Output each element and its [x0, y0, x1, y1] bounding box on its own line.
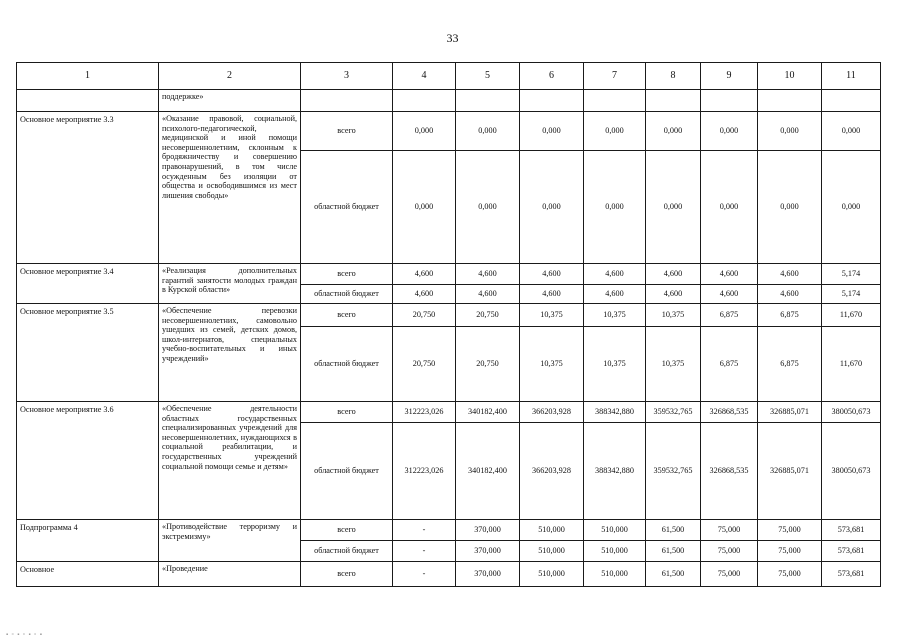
amount-cell: 370,000 [456, 562, 520, 587]
column-header: 6 [520, 63, 584, 90]
empty-cell [701, 90, 758, 112]
amount-cell: 10,375 [646, 327, 701, 402]
amount-cell: - [393, 562, 456, 587]
amount-cell: 573,681 [822, 541, 881, 562]
amount-cell: 0,000 [456, 151, 520, 264]
amount-cell: 4,600 [393, 264, 456, 285]
amount-cell: 75,000 [701, 541, 758, 562]
amount-cell: 0,000 [758, 112, 822, 151]
amount-cell: 0,000 [822, 151, 881, 264]
amount-cell: 380050,673 [822, 402, 881, 423]
funding-source: всего [301, 402, 393, 423]
funding-source: всего [301, 304, 393, 327]
measure-description: «Обеспечение деятельности областных государственных специализированных учреждений для несовершеннолетних, нуждающихся в социальной реабилитации, и государственных учреждений социальной помощи семье и детям» [159, 402, 301, 520]
measure-description: «Оказание правовой, социальной, психолого-педагогической, медицинской и иной помощи несовершеннолетним, склонным к бродяжничеству и совершению правонарушений, в том числе осужденным без изоляции от общества и освободившимся из мест лишения свободы» [159, 112, 301, 264]
amount-cell: 0,000 [701, 151, 758, 264]
amount-cell: 10,375 [584, 304, 646, 327]
amount-cell: 61,500 [646, 562, 701, 587]
column-header: 9 [701, 63, 758, 90]
empty-cell [822, 90, 881, 112]
amount-cell: 326868,535 [701, 423, 758, 520]
funding-source: областной бюджет [301, 151, 393, 264]
amount-cell: 4,600 [701, 285, 758, 304]
amount-cell: 0,000 [646, 112, 701, 151]
amount-cell: 4,600 [701, 264, 758, 285]
amount-cell: 10,375 [584, 327, 646, 402]
table-row [17, 264, 881, 285]
amount-cell: 366203,928 [520, 402, 584, 423]
amount-cell: 370,000 [456, 520, 520, 541]
amount-cell: 510,000 [584, 541, 646, 562]
scan-artifact: ▪ ▫ ▪ ▫ ▪ ▫ ▪ [6, 632, 43, 638]
funding-source: областной бюджет [301, 423, 393, 520]
amount-cell: 4,600 [520, 264, 584, 285]
measure-description: «Проведение [159, 562, 301, 587]
amount-cell: 0,000 [822, 112, 881, 151]
amount-cell: 359532,765 [646, 402, 701, 423]
amount-cell: 370,000 [456, 541, 520, 562]
amount-cell: 4,600 [584, 264, 646, 285]
amount-cell: 11,670 [822, 304, 881, 327]
amount-cell: 6,875 [701, 304, 758, 327]
amount-cell: - [393, 520, 456, 541]
amount-cell: 326885,071 [758, 423, 822, 520]
amount-cell: 4,600 [456, 285, 520, 304]
table-row [17, 304, 881, 327]
amount-cell: 6,875 [758, 304, 822, 327]
column-header: 7 [584, 63, 646, 90]
column-header: 5 [456, 63, 520, 90]
amount-cell: 4,600 [758, 285, 822, 304]
amount-cell: 0,000 [520, 151, 584, 264]
amount-cell: 5,174 [822, 264, 881, 285]
amount-cell: 10,375 [520, 327, 584, 402]
table-row [17, 402, 881, 423]
empty-cell [646, 90, 701, 112]
amount-cell: 0,000 [393, 112, 456, 151]
table-row [17, 112, 881, 151]
column-header: 8 [646, 63, 701, 90]
empty-cell [584, 90, 646, 112]
amount-cell: 510,000 [520, 562, 584, 587]
amount-cell: 0,000 [758, 151, 822, 264]
amount-cell: 75,000 [758, 520, 822, 541]
amount-cell: 0,000 [456, 112, 520, 151]
amount-cell: 510,000 [520, 541, 584, 562]
amount-cell: 366203,928 [520, 423, 584, 520]
amount-cell: 0,000 [646, 151, 701, 264]
amount-cell: 388342,880 [584, 423, 646, 520]
amount-cell: 0,000 [393, 151, 456, 264]
column-header: 10 [758, 63, 822, 90]
measure-name: Основное мероприятие 3.4 [17, 264, 159, 304]
amount-cell: 0,000 [584, 112, 646, 151]
amount-cell: 388342,880 [584, 402, 646, 423]
amount-cell: 4,600 [584, 285, 646, 304]
amount-cell: 75,000 [701, 562, 758, 587]
amount-cell: 359532,765 [646, 423, 701, 520]
funding-source: всего [301, 112, 393, 151]
funding-source: областной бюджет [301, 327, 393, 402]
amount-cell: - [393, 541, 456, 562]
amount-cell: 4,600 [456, 264, 520, 285]
amount-cell: 20,750 [393, 327, 456, 402]
amount-cell: 4,600 [393, 285, 456, 304]
measure-name: Основное мероприятие 3.6 [17, 402, 159, 520]
continuation-row [17, 90, 881, 112]
column-header: 11 [822, 63, 881, 90]
amount-cell: 510,000 [584, 520, 646, 541]
funding-source: всего [301, 264, 393, 285]
amount-cell: 75,000 [701, 520, 758, 541]
amount-cell: 4,600 [520, 285, 584, 304]
measure-name: Основное мероприятие 3.3 [17, 112, 159, 264]
empty-cell [758, 90, 822, 112]
measure-name: Основное [17, 562, 159, 587]
empty-cell [520, 90, 584, 112]
amount-cell: 326885,071 [758, 402, 822, 423]
amount-cell: 11,670 [822, 327, 881, 402]
amount-cell: 6,875 [758, 327, 822, 402]
amount-cell: 340182,400 [456, 402, 520, 423]
amount-cell: 6,875 [701, 327, 758, 402]
empty-cell [301, 90, 393, 112]
measure-description: «Реализация дополнительных гарантий занятости молодых граждан в Курской области» [159, 264, 301, 304]
column-header: 1 [17, 63, 159, 90]
amount-cell: 4,600 [646, 285, 701, 304]
amount-cell: 0,000 [520, 112, 584, 151]
amount-cell: 510,000 [520, 520, 584, 541]
amount-cell: 10,375 [646, 304, 701, 327]
empty-cell [17, 90, 159, 112]
measure-name: Основное мероприятие 3.5 [17, 304, 159, 402]
amount-cell: 5,174 [822, 285, 881, 304]
amount-cell: 340182,400 [456, 423, 520, 520]
funding-source: всего [301, 562, 393, 587]
amount-cell: 0,000 [701, 112, 758, 151]
amount-cell: 20,750 [456, 327, 520, 402]
measure-name: Подпрограмма 4 [17, 520, 159, 562]
page-number: 33 [446, 31, 459, 45]
amount-cell: 573,681 [822, 562, 881, 587]
amount-cell: 510,000 [584, 562, 646, 587]
amount-cell: 20,750 [393, 304, 456, 327]
measure-description: «Обеспечение перевозки несовершеннолетних, самовольно ушедших из семей, детских домов, школ-интернатов, специальных учебно-воспитательных и иных учреждений» [159, 304, 301, 402]
funding-source: всего [301, 520, 393, 541]
amount-cell: 380050,673 [822, 423, 881, 520]
table-row [17, 562, 881, 587]
measure-description: «Противодействие терроризму и экстремизму» [159, 520, 301, 562]
funding-source: областной бюджет [301, 541, 393, 562]
amount-cell: 20,750 [456, 304, 520, 327]
amount-cell: 0,000 [584, 151, 646, 264]
amount-cell: 61,500 [646, 541, 701, 562]
budget-table [16, 62, 881, 587]
column-header: 3 [301, 63, 393, 90]
column-header: 2 [159, 63, 301, 90]
amount-cell: 4,600 [646, 264, 701, 285]
amount-cell: 75,000 [758, 562, 822, 587]
empty-cell [456, 90, 520, 112]
funding-source: областной бюджет [301, 285, 393, 304]
amount-cell: 4,600 [758, 264, 822, 285]
amount-cell: 10,375 [520, 304, 584, 327]
header-row [17, 63, 881, 90]
column-header: 4 [393, 63, 456, 90]
amount-cell: 573,681 [822, 520, 881, 541]
amount-cell: 312223,026 [393, 402, 456, 423]
table-row [17, 520, 881, 541]
amount-cell: 312223,026 [393, 423, 456, 520]
amount-cell: 326868,535 [701, 402, 758, 423]
amount-cell: 61,500 [646, 520, 701, 541]
amount-cell: 75,000 [758, 541, 822, 562]
empty-cell [393, 90, 456, 112]
continuation-text: поддержке» [159, 90, 301, 112]
